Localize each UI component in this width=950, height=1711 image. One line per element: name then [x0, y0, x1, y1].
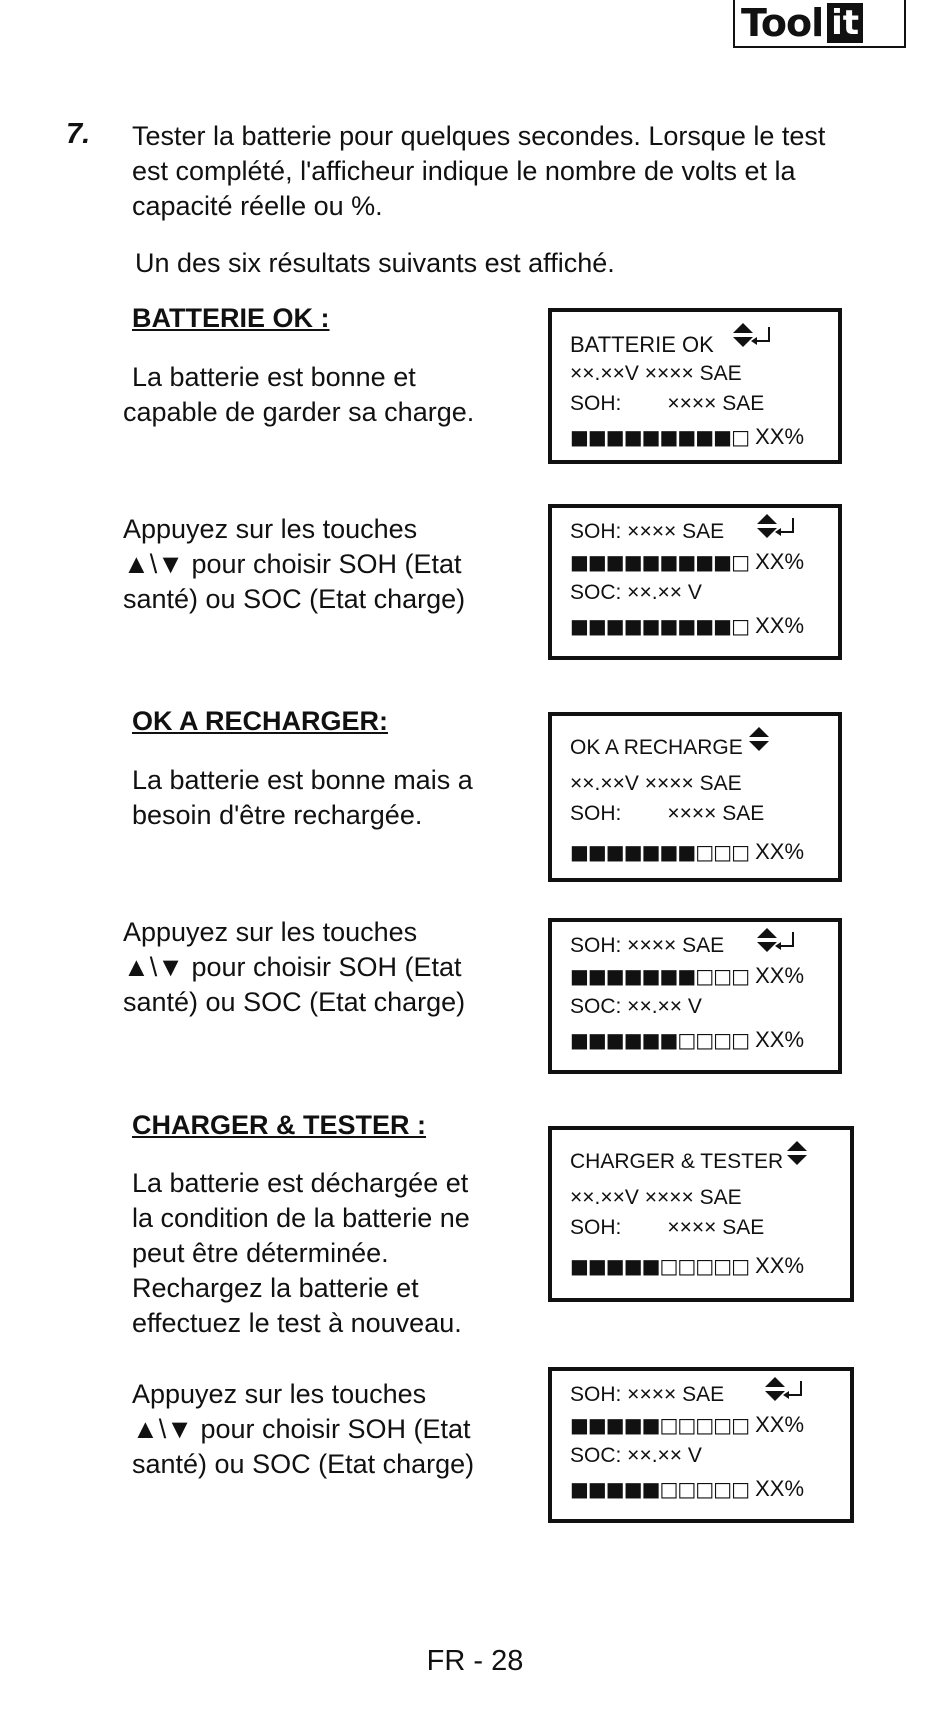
- logo-box: it: [827, 3, 863, 43]
- lcd-bar-line: [570, 963, 804, 989]
- description-line: La batterie est déchargée et: [132, 1168, 469, 1198]
- press-line: Appuyez sur les touches: [132, 1379, 427, 1409]
- lcd-soc-line: SOC: ××.×× V: [570, 995, 702, 1018]
- press-instructions: [123, 915, 465, 1020]
- description-line: peut être déterminée.: [132, 1238, 389, 1268]
- description-line: effectuez le test à nouveau.: [132, 1308, 462, 1338]
- percent-value: XX%: [755, 549, 805, 574]
- lcd-title: OK A RECHARGE: [570, 736, 743, 759]
- lcd-screen-soh-soc-1: [548, 504, 842, 660]
- lcd-soh-line: [570, 802, 764, 826]
- description-line: La batterie est bonne et: [132, 362, 416, 392]
- lcd-voltage-line: ××.××V ×××× SAE: [570, 1186, 742, 1209]
- lcd-bar-line: [570, 1412, 804, 1438]
- press-line: ▲\▼ pour choisir SOH (Etat: [123, 549, 462, 579]
- up-down-arrows-icon: [785, 1139, 813, 1171]
- lcd-bar-line: [570, 1027, 804, 1053]
- lcd-screen-soh-soc-2: [548, 918, 842, 1074]
- section-description: [132, 1166, 470, 1341]
- percent-value: XX%: [755, 424, 805, 449]
- lcd-voltage-line: ××.××V ×××× SAE: [570, 772, 742, 795]
- charge-bar: ■■■■■■■□□□: [570, 964, 749, 988]
- lcd-voltage-line: ××.××V ×××× SAE: [570, 362, 742, 385]
- lcd-bar-line: [570, 424, 804, 450]
- section-heading-ok-a-recharger: OK A RECHARGER:: [132, 706, 388, 736]
- description-line: la condition de la batterie ne: [132, 1203, 470, 1233]
- section-description: [123, 360, 474, 430]
- percent-value: XX%: [755, 839, 805, 864]
- up-down-arrows-icon: [747, 725, 775, 757]
- lcd-screen-charger-tester: [548, 1126, 854, 1302]
- lcd-bar-line: [570, 1476, 804, 1502]
- up-down-enter-icon: [763, 1375, 811, 1407]
- toolit-logo: [733, 0, 906, 48]
- charge-bar: ■■■■■□□□□□: [570, 1254, 749, 1278]
- description-line: La batterie est bonne mais a: [132, 765, 473, 795]
- lcd-title: BATTERIE OK: [570, 332, 714, 357]
- lcd-screen-batterie-ok: [548, 308, 842, 464]
- lcd-soh-line: [570, 1216, 764, 1240]
- lcd-soc-line: SOC: ××.×× V: [570, 1444, 702, 1467]
- step-intro: Un des six résultats suivants est affiché.: [135, 248, 615, 278]
- charge-bar: ■■■■■□□□□□: [570, 1413, 749, 1437]
- charge-bar: ■■■■■■■■■□: [570, 550, 749, 574]
- press-line: santé) ou SOC (Etat charge): [132, 1449, 475, 1479]
- percent-value: XX%: [755, 963, 805, 988]
- up-down-enter-icon: [755, 926, 803, 958]
- percent-value: XX%: [755, 613, 805, 638]
- description-line: Rechargez la batterie et: [132, 1273, 419, 1303]
- charge-bar: ■■■■■■□□□□: [570, 1028, 749, 1052]
- lcd-bar-line: [570, 549, 804, 575]
- step-number: 7.: [66, 118, 91, 150]
- percent-value: XX%: [755, 1412, 805, 1437]
- description-line: capable de garder sa charge.: [123, 397, 475, 427]
- press-line: Appuyez sur les touches: [123, 514, 418, 544]
- lcd-bar-line: [570, 613, 804, 639]
- charge-bar: ■■■■■■■■■□: [570, 614, 749, 638]
- step-text-line: capacité réelle ou %.: [132, 191, 383, 221]
- section-heading-charger-tester: CHARGER & TESTER :: [132, 1110, 427, 1140]
- percent-value: XX%: [755, 1253, 805, 1278]
- lcd-soh-line: SOH: ×××× SAE: [570, 520, 725, 543]
- lcd-screen-ok-a-recharge: [548, 712, 842, 882]
- logo-word: Tool: [741, 1, 824, 45]
- press-line: ▲\▼ pour choisir SOH (Etat: [123, 952, 462, 982]
- lcd-screen-soh-soc-3: [548, 1367, 854, 1523]
- lcd-soh-line: SOH: ×××× SAE: [570, 1383, 725, 1406]
- step-text-line: est complété, l'afficheur indique le nombre de volts et la: [132, 156, 796, 186]
- lcd-soh-line: SOH: ×××× SAE: [570, 934, 725, 957]
- press-line: santé) ou SOC (Etat charge): [123, 584, 466, 614]
- soh-value: ×××× SAE: [667, 1216, 765, 1239]
- press-line: ▲\▼ pour choisir SOH (Etat: [132, 1414, 471, 1444]
- percent-value: XX%: [755, 1476, 805, 1501]
- up-down-enter-icon: [731, 321, 779, 353]
- press-instructions: [132, 1377, 474, 1482]
- press-line: Appuyez sur les touches: [123, 917, 418, 947]
- description-line: besoin d'être rechargée.: [132, 800, 423, 830]
- lcd-soc-line: SOC: ××.×× V: [570, 581, 702, 604]
- lcd-bar-line: [570, 1253, 804, 1279]
- press-line: santé) ou SOC (Etat charge): [123, 987, 466, 1017]
- up-down-enter-icon: [755, 512, 803, 544]
- charge-bar: ■■■■■□□□□□: [570, 1477, 749, 1501]
- press-instructions: [123, 512, 465, 617]
- soh-label: SOH:: [570, 802, 622, 825]
- page-number: FR - 28: [426, 1645, 524, 1677]
- soh-value: ×××× SAE: [667, 392, 765, 415]
- step-text-line: Tester la batterie pour quelques secondes. Lorsque le test: [132, 121, 826, 151]
- lcd-title: CHARGER & TESTER: [570, 1150, 784, 1173]
- soh-label: SOH:: [570, 392, 622, 415]
- section-heading-batterie-ok: BATTERIE OK :: [132, 303, 330, 333]
- charge-bar: ■■■■■■■■■□: [570, 425, 749, 449]
- lcd-soh-line: [570, 392, 764, 416]
- soh-value: ×××× SAE: [667, 802, 765, 825]
- lcd-bar-line: [570, 839, 804, 865]
- charge-bar: ■■■■■■■□□□: [570, 840, 749, 864]
- section-description: [132, 763, 473, 833]
- percent-value: XX%: [755, 1027, 805, 1052]
- soh-label: SOH:: [570, 1216, 622, 1239]
- step-text: [132, 119, 912, 224]
